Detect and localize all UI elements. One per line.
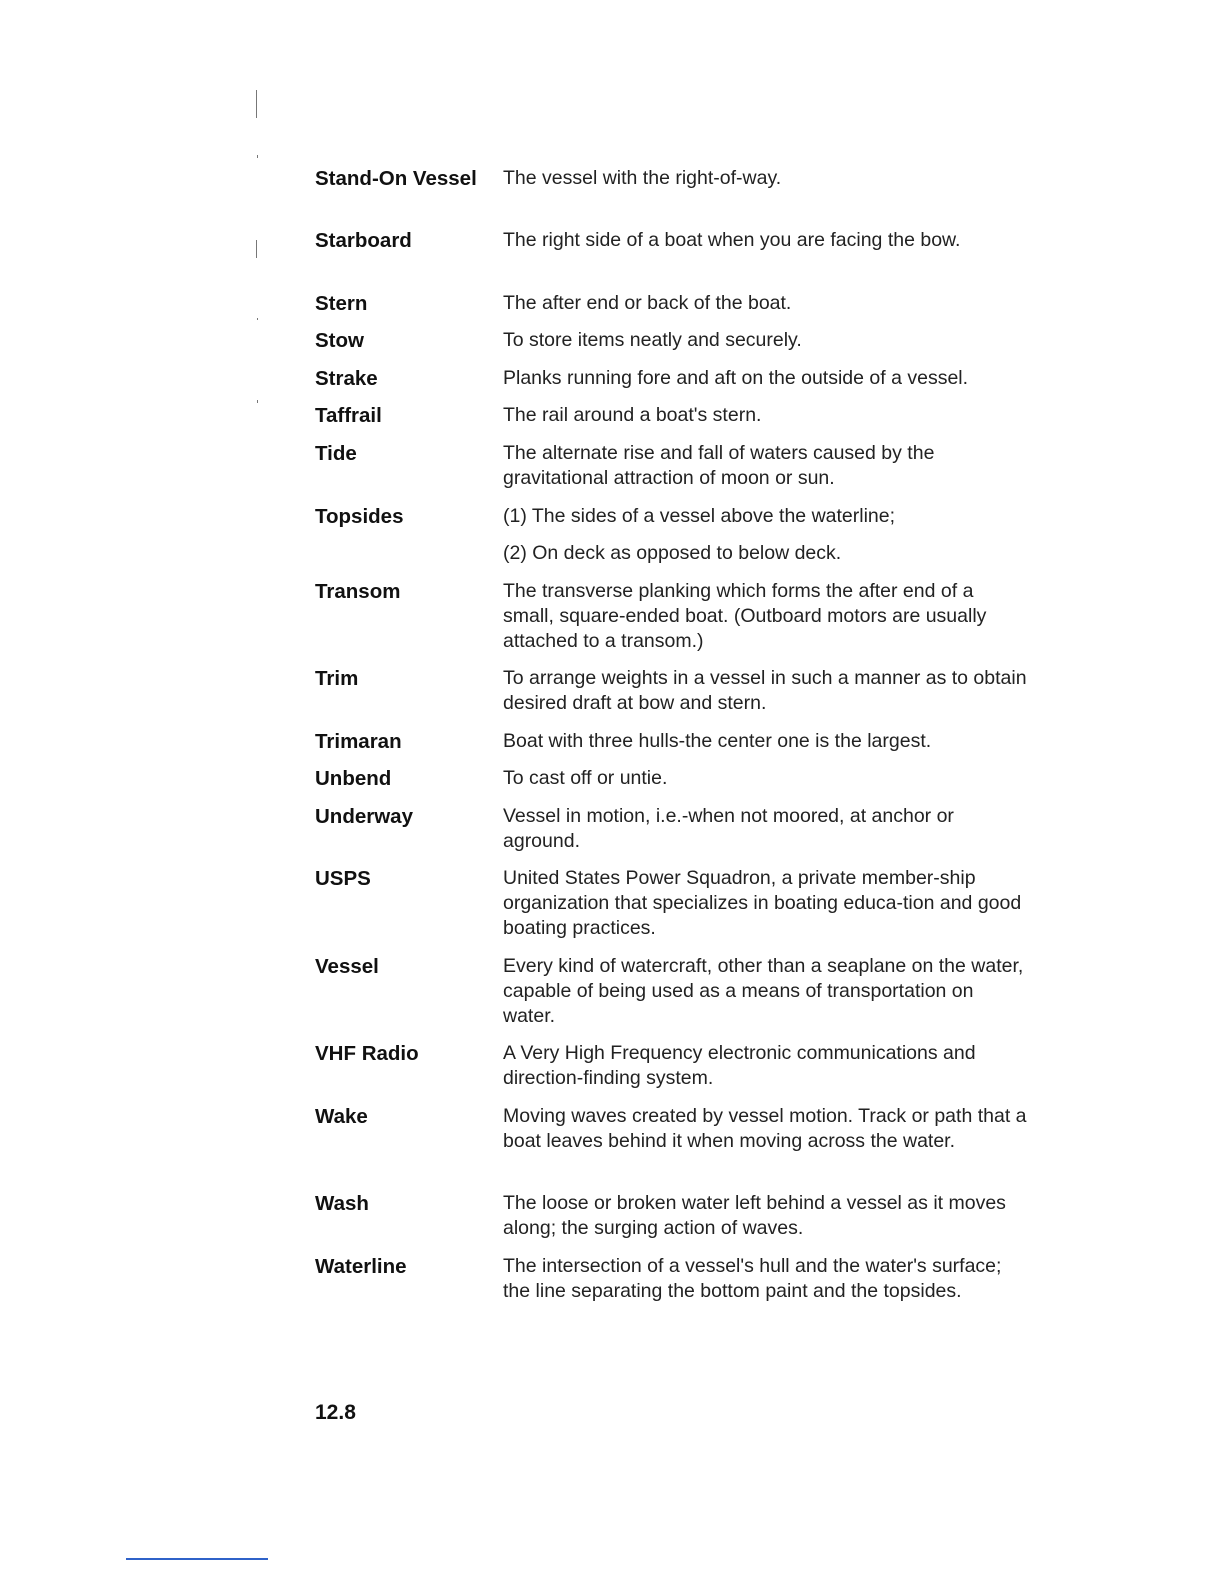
- glossary-definition: [503, 954, 1028, 1029]
- glossary-definition: [503, 1104, 1028, 1154]
- definition-text: The rail around a boat's stern.: [503, 404, 762, 426]
- glossary-definition: [503, 766, 1028, 791]
- glossary-term: Wash: [315, 1192, 369, 1215]
- margin-scan-mark: [257, 155, 258, 158]
- glossary-term: Transom: [315, 580, 401, 603]
- glossary-term: Taffrail: [315, 404, 382, 427]
- definition-text: The intersection of a vessel's hull and the water's surface; the line separating the bottom paint and the topsides.: [503, 1255, 1002, 1302]
- definition-text: Planks running fore and aft on the outside of a vessel.: [503, 367, 969, 389]
- definition-text: The after end or back of the boat.: [503, 292, 792, 314]
- glossary-term: Vessel: [315, 955, 379, 978]
- glossary-term: Unbend: [315, 767, 392, 790]
- definition-text: To store items neatly and securely.: [503, 329, 802, 351]
- definition-text: To cast off or untie.: [503, 767, 668, 789]
- margin-scan-mark: [256, 90, 257, 118]
- glossary-definition: [503, 166, 1028, 191]
- glossary-term: Stow: [315, 329, 364, 352]
- glossary-term: USPS: [315, 867, 371, 890]
- definition-text: A Very High Frequency electronic communications and direction-finding system.: [503, 1042, 976, 1089]
- glossary-term: VHF Radio: [315, 1042, 419, 1065]
- glossary-definition: [503, 729, 1028, 754]
- glossary-definition: [503, 1254, 1028, 1304]
- glossary-term: Stern: [315, 292, 368, 315]
- glossary-definition: [503, 504, 1028, 566]
- definition-text: The vessel with the right-of-way.: [503, 167, 782, 189]
- glossary-definition: [503, 403, 1028, 428]
- glossary-definition: [503, 1041, 1028, 1091]
- glossary-term: Tide: [315, 442, 357, 465]
- margin-scan-mark: [257, 318, 258, 320]
- glossary-term: Strake: [315, 367, 378, 390]
- definition-text: Moving waves created by vessel motion. Track or path that a boat leaves behind it when moving across the water.: [503, 1105, 1027, 1152]
- glossary-definition: [503, 579, 1028, 654]
- definition-text: The right side of a boat when you are facing the bow.: [503, 229, 961, 251]
- page-number: 12.8: [315, 1401, 356, 1424]
- margin-scan-mark: [257, 400, 258, 403]
- glossary-term: Trim: [315, 667, 359, 690]
- glossary-definition: [503, 441, 1028, 491]
- glossary-term: Waterline: [315, 1255, 407, 1278]
- margin-scan-mark: [256, 240, 257, 258]
- definition-text: Every kind of watercraft, other than a seaplane on the water, capable of being used as a means of transportation on water.: [503, 955, 1024, 1027]
- definition-text: The transverse planking which forms the after end of a small, square-ended boat. (Outboard motors are usually attached to a transom.): [503, 580, 987, 652]
- definition-text: To arrange weights in a vessel in such a manner as to obtain desired draft at bow and stern.: [503, 667, 1027, 714]
- glossary-definition: [503, 366, 1028, 391]
- glossary-definition: [503, 804, 1028, 854]
- glossary-term: Underway: [315, 805, 413, 828]
- definition-text: (1) The sides of a vessel above the waterline;: [503, 505, 896, 527]
- glossary-definition: [503, 228, 1028, 253]
- glossary-definition: [503, 666, 1028, 716]
- definition-text: Boat with three hulls-the center one is the largest.: [503, 730, 932, 752]
- glossary-term: Trimaran: [315, 730, 402, 753]
- glossary-definition: [503, 866, 1028, 941]
- glossary-term: Topsides: [315, 505, 404, 528]
- definition-text: United States Power Squadron, a private member-ship organization that specializes in boating educa-tion and good boating practices.: [503, 867, 1022, 939]
- definition-text: The loose or broken water left behind a vessel as it moves along; the surging action of waves.: [503, 1192, 1006, 1239]
- definition-text: Vessel in motion, i.e.-when not moored, at anchor or aground.: [503, 805, 954, 852]
- glossary-definition: [503, 1191, 1028, 1241]
- glossary-definition: [503, 328, 1028, 353]
- glossary-term: Wake: [315, 1105, 368, 1128]
- glossary-term: Starboard: [315, 229, 412, 252]
- definition-text: The alternate rise and fall of waters caused by the gravitational attraction of moon or sun.: [503, 442, 935, 489]
- bottom-rule: [126, 1558, 268, 1560]
- glossary-definition: [503, 291, 1028, 316]
- definition-text: (2) On deck as opposed to below deck.: [503, 542, 842, 564]
- glossary-term: Stand-On Vessel: [315, 167, 477, 190]
